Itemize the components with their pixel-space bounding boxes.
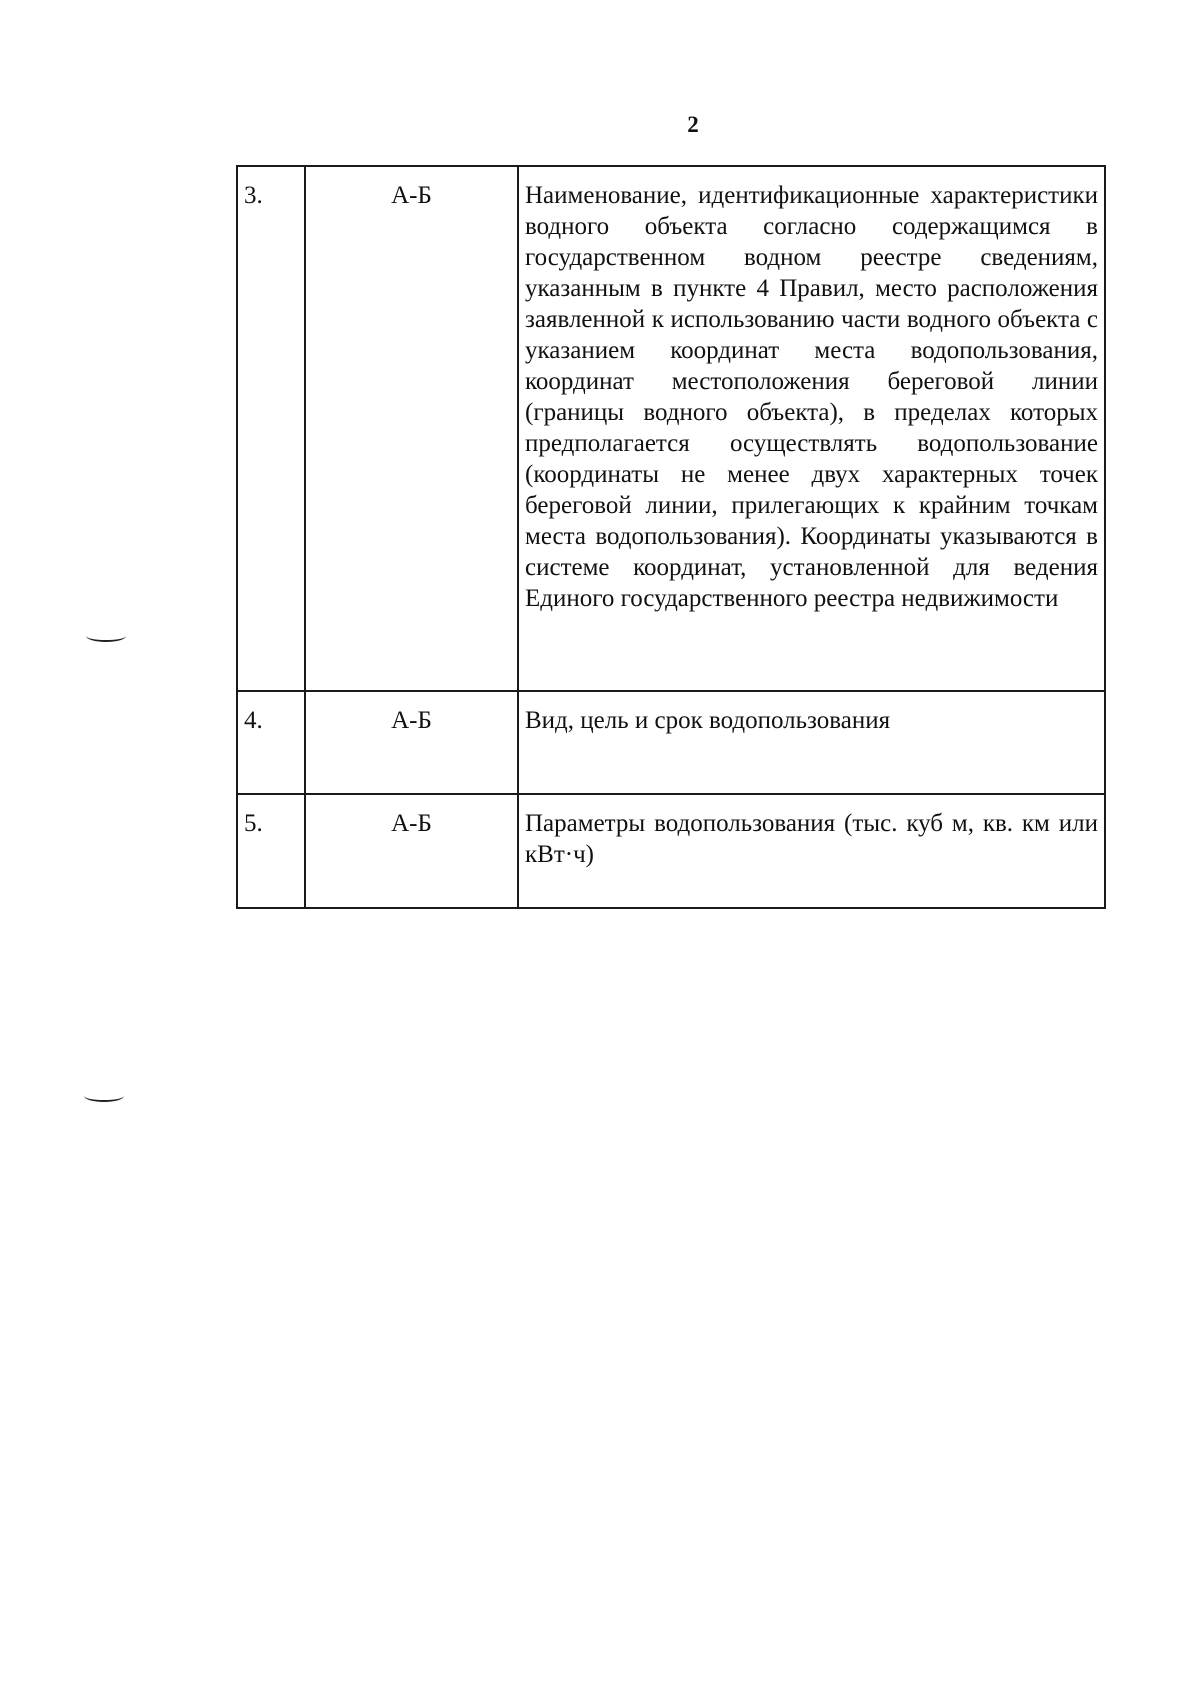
row-description-cell: Параметры водопользования (тыс. куб м, кв. км или кВт·ч) <box>518 794 1105 908</box>
table-row <box>237 794 1105 908</box>
row-description-cell: Наименование, идентификационные характеристики водного объекта согласно содержащимся в государственном водном реестре сведениям, указанным в пункте 4 Правил, место расположения заявленной к использованию части водного объекта с указанием координат места водопользования, координат местоположения береговой линии (границы водного объекта), в пределах которых предполагается осуществлять водопользование (координаты не менее двух характерных точек береговой линии, прилегающих к крайним точкам места водопользования). Координаты указываются в системе координат, установленной для ведения Единого государственного реестра недвижимости <box>518 166 1105 691</box>
scan-artifact-mark <box>84 1090 124 1102</box>
row-number-cell: 5. <box>237 794 305 908</box>
scan-artifact-mark <box>86 630 126 642</box>
page-number: 2 <box>687 112 699 137</box>
row-description-cell: Вид, цель и срок водопользования <box>518 691 1105 794</box>
row-number-cell: 3. <box>237 166 305 691</box>
row-code-cell: А-Б <box>305 166 518 691</box>
table-row <box>237 691 1105 794</box>
requirements-table <box>236 165 1106 909</box>
row-number-cell: 4. <box>237 691 305 794</box>
row-code-cell: А-Б <box>305 794 518 908</box>
row-code-cell: А-Б <box>305 691 518 794</box>
table-row <box>237 166 1105 691</box>
